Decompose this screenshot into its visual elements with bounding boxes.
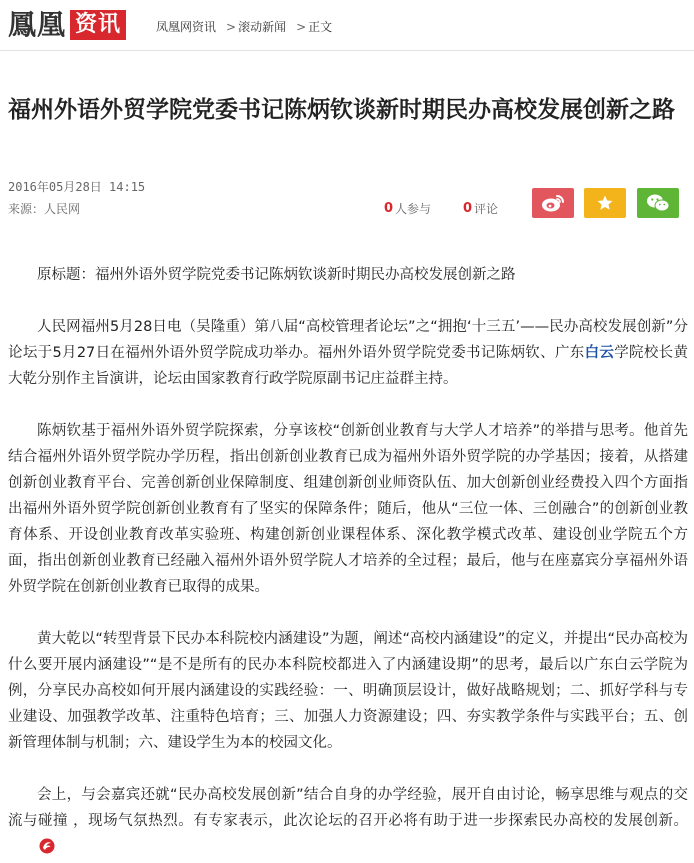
comments-number: 0: [463, 201, 473, 216]
article-paragraph: 黄大乾以“转型背景下民办本科院校内涵建设”为题，阐述“高校内涵建设”的定义，并提出“民办高校为什么要开展内涵建设”“是不是所有的民办本科院校都进入了内涵建设期”的思考，最后以广东白云学院为例，分享民办高校如何开展内涵建设的实践经验：一、明确顶层设计，做好战略规划；二、抓好学科与专业建设、加强教学改革、注重特色培育；三、加强人力资源建设；四、夯实教学条件与实践平台；五、创新管理体制与机制；六、建设学生为本的校园文化。: [8, 631, 688, 751]
top-bar: [0, 0, 694, 51]
participants-label: 人参与: [395, 202, 432, 216]
breadcrumb-item-scroll-news[interactable]: 滚动新闻: [238, 20, 287, 34]
paragraph-text: 人民网福州5月28日电（吴隆重）第八届“高校管理者论坛”之“拥抱‘十三五’——民办高校发展创新”分论坛于5月27日在福州外语外贸学院成功举办。福州外语外贸学院党委书记陈炳钦、广东: [8, 319, 688, 361]
article-paragraph: [8, 782, 688, 863]
breadcrumb-item-current: 正文: [308, 20, 333, 34]
share-weibo-button[interactable]: [532, 188, 574, 218]
share-wechat-button[interactable]: [637, 188, 679, 218]
paragraph-text: 学院校长黄大乾分别作主旨演讲，论坛由国家教育行政学院原副书记庄益群主持。: [8, 345, 688, 387]
article-body: [8, 262, 688, 863]
star-icon: [596, 194, 614, 212]
ifeng-end-icon: [10, 837, 55, 863]
participants-number: 0: [384, 201, 394, 216]
breadcrumb-separator: >: [296, 19, 307, 34]
logo-badge: 资讯: [70, 10, 126, 40]
article-paragraph: [8, 314, 688, 392]
article-paragraph: 陈炳钦基于福州外语外贸学院探索，分享该校“创新创业教育与大学人才培养”的举措与思考。他首先结合福州外语外贸学院办学历程，指出创新创业教育已成为福州外语外贸学院的办学基因；接着，从搭建创新创业教育平台、完善创新创业保障制度、组建创新创业师资队伍、加大创新创业经费投入四个方面指出福州外语外贸学院创新创业教育有了坚实的保障条件；随后，他从“三位一体、三创融合”的创新创业教育体系、开设创业教育改革实验班、构建创新创业课程体系、深化教学模式改革、建设创业学院五个方面，指出创新创业教育已经融入福州外语外贸学院人才培养的全过程；最后，他与在座嘉宾分享福州外语外贸学院在创新创业教育已取得的成果。: [8, 423, 688, 595]
ifeng-logo[interactable]: [8, 9, 126, 41]
weibo-icon: [541, 193, 565, 213]
comments-count[interactable]: [463, 200, 498, 217]
article-paragraph: 原标题：福州外语外贸学院党委书记陈炳钦谈新时期民办高校发展创新之路: [37, 267, 516, 283]
breadcrumb-separator: >: [226, 19, 237, 34]
article-source: 来源：人民网: [8, 202, 81, 216]
favorite-button[interactable]: [584, 188, 626, 218]
comments-label: 评论: [474, 202, 499, 216]
logo-text: 鳳凰: [8, 8, 67, 41]
breadcrumb: [156, 18, 332, 35]
paragraph-text: 会上，与会嘉宾还就“民办高校发展创新”结合自身的办学经验，展开自由讨论，畅享思维与观点的交流与碰撞 ，现场气氛热烈。有专家表示，此次论坛的召开必将有助于进一步探索民办高校的发展创新。: [8, 787, 688, 829]
wechat-icon: [646, 193, 670, 213]
baiyun-link[interactable]: 白云: [584, 345, 615, 361]
article-title: 福州外语外贸学院党委书记陈炳钦谈新时期民办高校发展创新之路: [8, 97, 675, 123]
publish-date: 2016年05月28日 14:15: [8, 180, 146, 194]
breadcrumb-item-home[interactable]: 凤凰网资讯: [156, 20, 217, 34]
participants-count[interactable]: [384, 200, 431, 217]
